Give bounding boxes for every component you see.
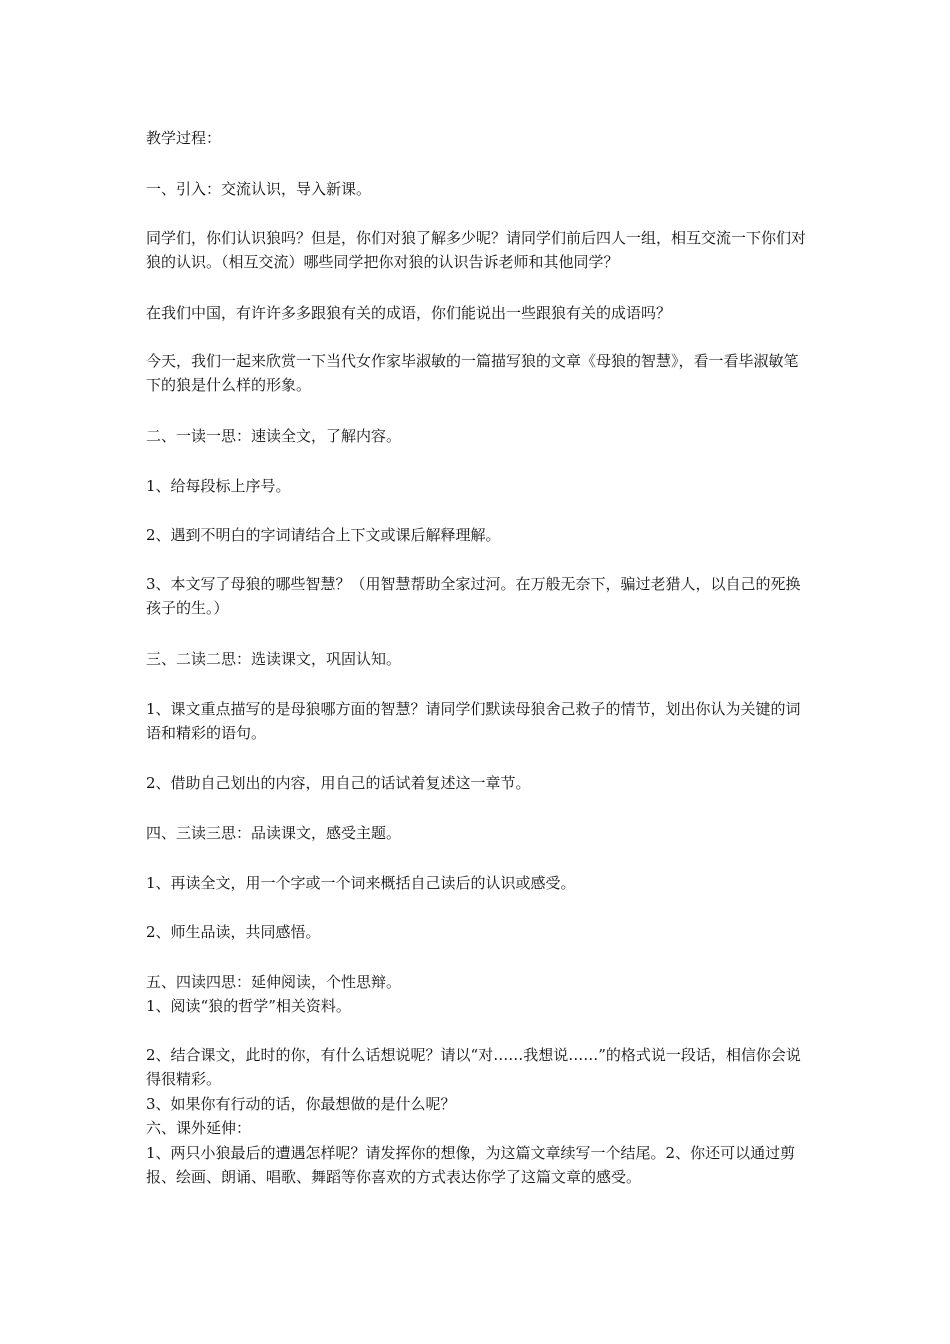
section-heading-3: 三、二读二思：选读课文，巩固认知。 <box>146 650 402 668</box>
list-item: 1、课文重点描写的是母狼哪方面的智慧？请同学们默读母狼舍己救子的情节，划出你认为关键的词语和精彩的语句。 <box>146 700 801 742</box>
list-item: 3、本文写了母狼的哪些智慧？（用智慧帮助全家过河。在万般无奈下，骗过老猎人，以自己的死换孩子的生。） <box>146 575 801 617</box>
list-item: 2、遇到不明白的字词请结合上下文或课后解释理解。 <box>146 526 501 544</box>
section-heading-5: 五、四读四思：延伸阅读，个性思辩。 <box>146 973 402 991</box>
paragraph: 同学们，你们认识狼吗？但是，你们对狼了解多少呢？请同学们前后四人一组，相互交流一下你们对狼的认识。（相互交流）哪些同学把你对狼的认识告诉老师和其他同学？ <box>146 229 807 271</box>
paragraph: 在我们中国，有许许多多跟狼有关的成语，你们能说出一些跟狼有关的成语吗？ <box>146 304 672 322</box>
list-item: 3、如果你有行动的话，你最想做的是什么呢？ <box>146 1095 456 1113</box>
section-heading-teaching-process: 教学过程： <box>146 129 222 147</box>
list-item: 1、给每段标上序号。 <box>146 477 291 495</box>
section-heading-2: 二、一读一思：速读全文，了解内容。 <box>146 427 402 445</box>
list-item: 2、借助自己划出的内容，用自己的话试着复述这一章节。 <box>146 774 531 792</box>
list-item: 2、结合课文，此时的你，有什么话想说呢？请以“对……我想说……”的格式说一段话，相信你会说得很精彩。 <box>146 1046 801 1088</box>
list-item: 1、两只小狼最后的遭遇怎样呢？请发挥你的想像，为这篇文章续写一个结尾。2、你还可以通过剪报、绘画、朗诵、唱歌、舞蹈等你喜欢的方式表达你学了这篇文章的感受。 <box>146 1144 796 1186</box>
list-item: 1、再读全文，用一个字或一个词来概括自己读后的认识或感受。 <box>146 874 576 892</box>
list-item: 1、阅读“狼的哲学”相关资料。 <box>146 997 351 1015</box>
paragraph: 今天，我们一起来欣赏一下当代女作家毕淑敏的一篇描写狼的文章《母狼的智慧》，看一看毕淑敏笔下的狼是什么样的形象。 <box>146 352 799 394</box>
section-heading-4: 四、三读三思：品读课文，感受主题。 <box>146 824 402 842</box>
section-heading-6: 六、课外延伸： <box>146 1119 252 1137</box>
list-item: 2、师生品读，共同感悟。 <box>146 923 321 941</box>
section-heading-1: 一、引入：交流认识，导入新课。 <box>146 180 372 198</box>
